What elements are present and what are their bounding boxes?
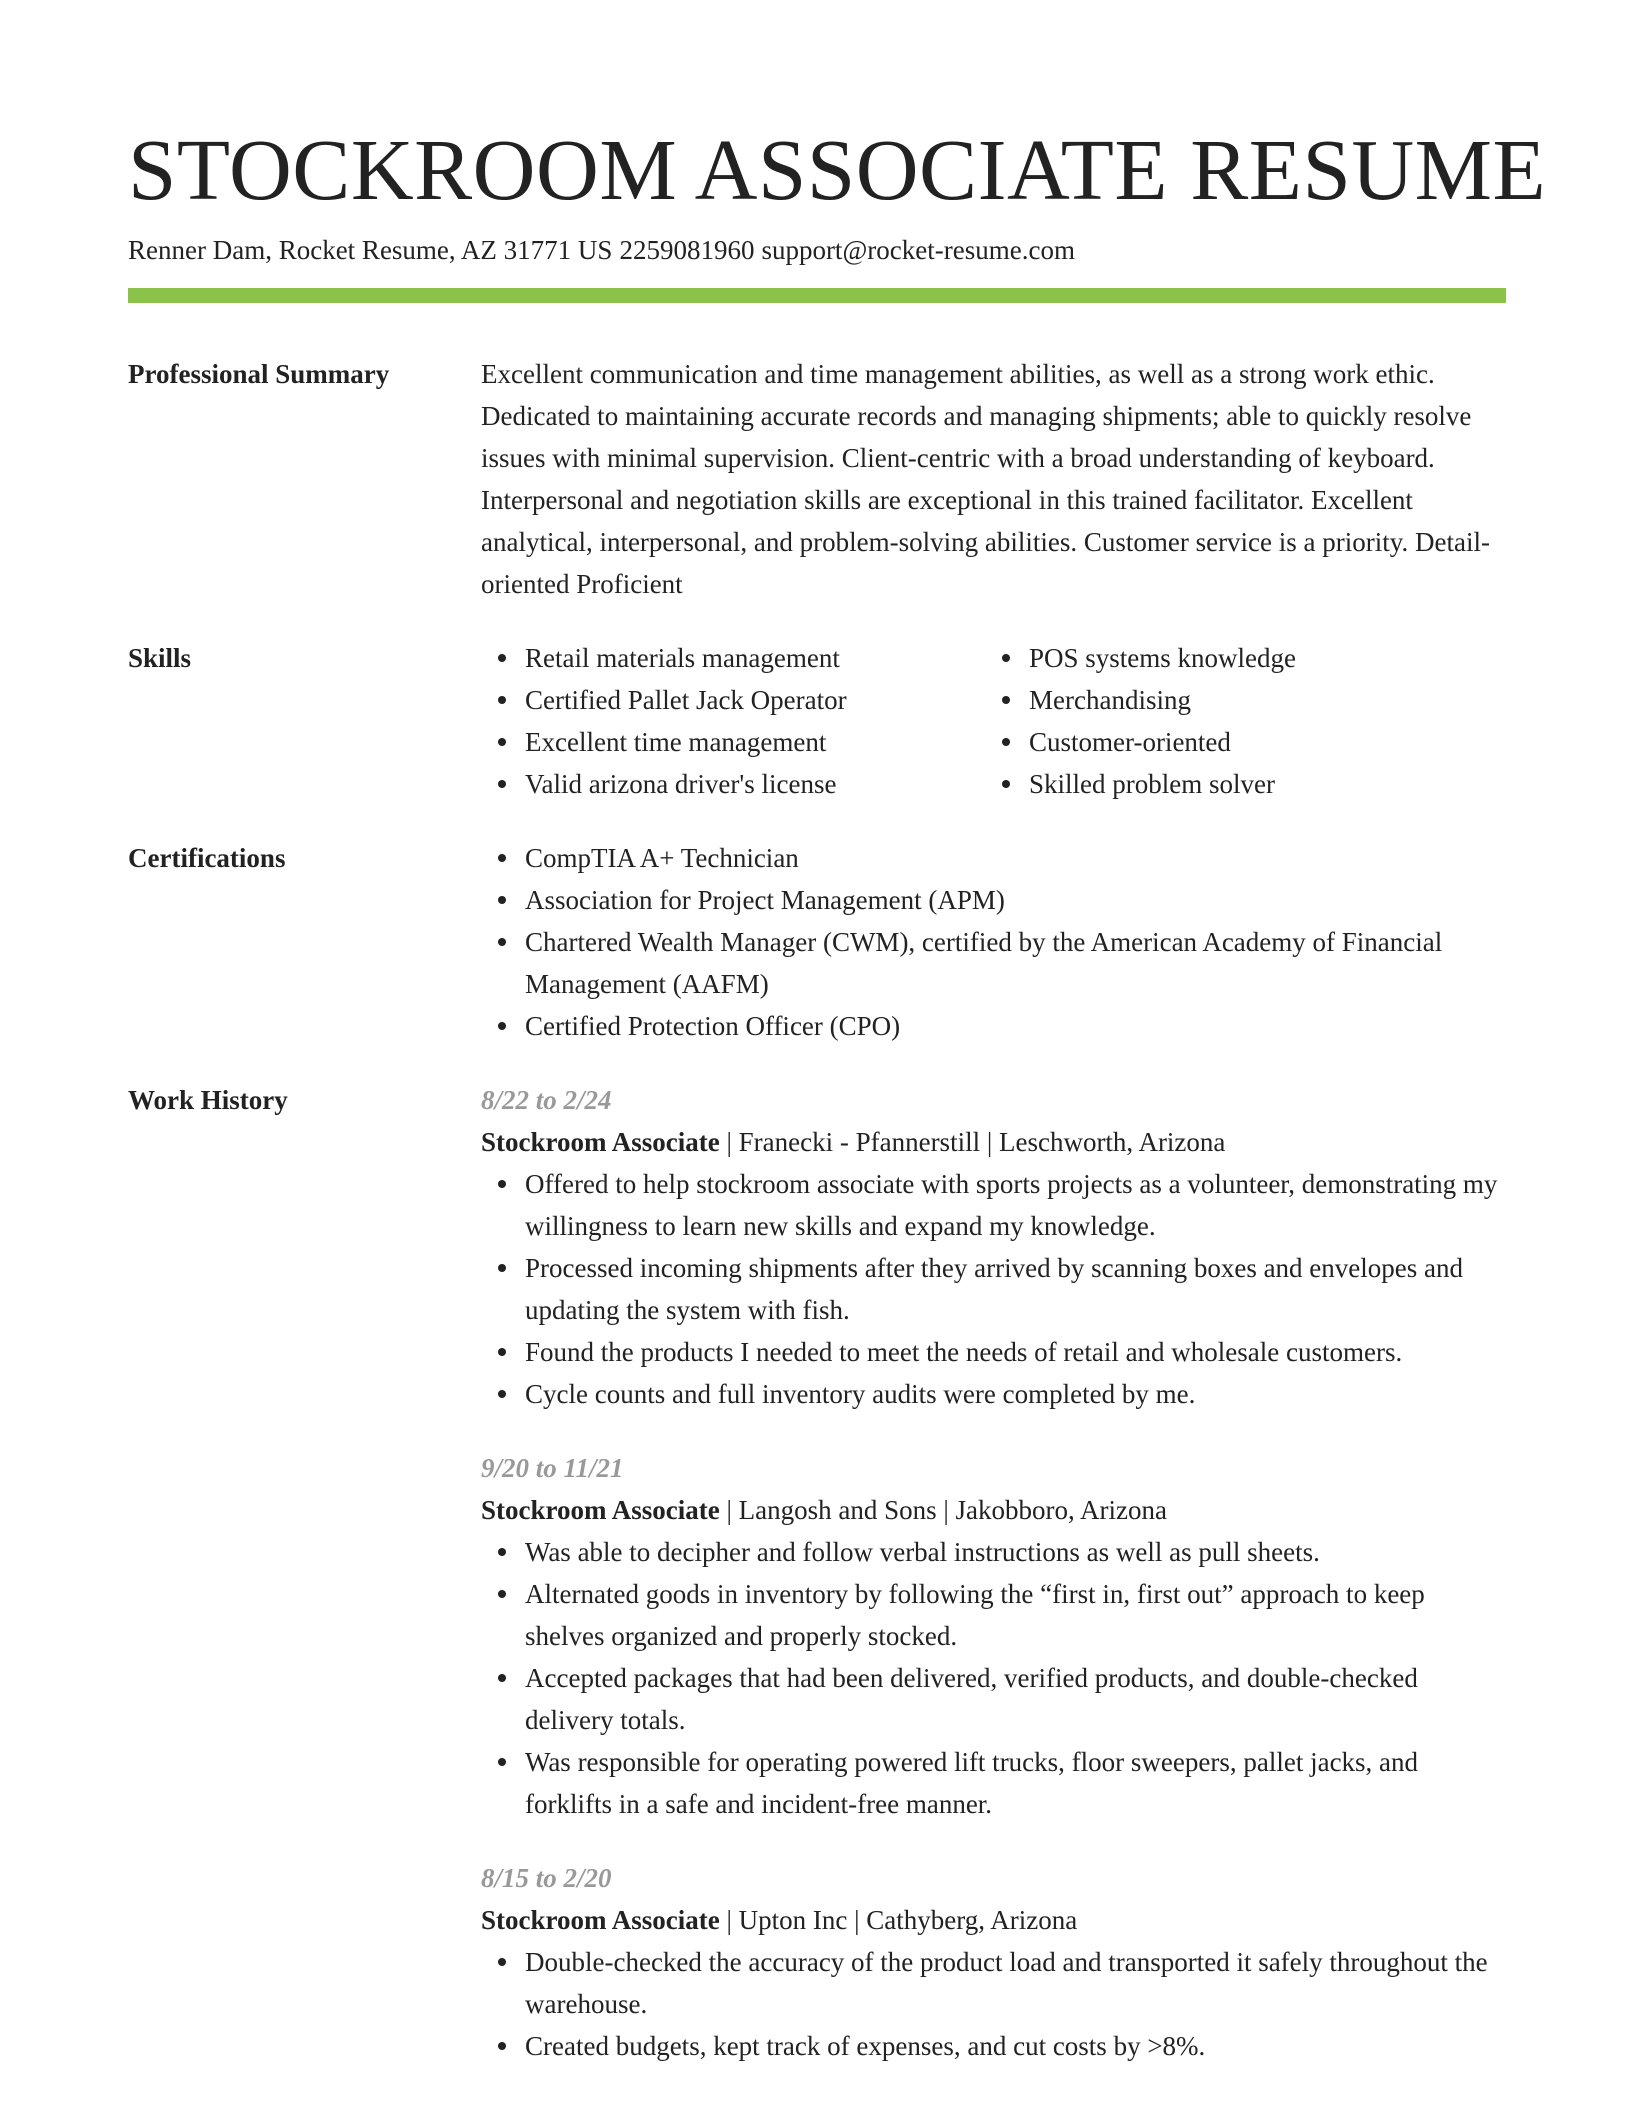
- certification-item: CompTIA A+ Technician: [525, 837, 1506, 879]
- certification-item: Certified Protection Officer (CPO): [525, 1005, 1506, 1047]
- certifications-body: [481, 837, 1506, 1047]
- resume-page: [128, 120, 1547, 2067]
- work-history-section: [128, 1079, 1506, 2067]
- job-entry: [481, 1447, 1506, 1825]
- resume-title: STOCKROOM ASSOCIATE RESUME: [128, 121, 1547, 218]
- job-dates: 8/22 to 2/24: [481, 1085, 612, 1115]
- skills-section: [128, 637, 1506, 805]
- skill-item: Retail materials management: [525, 637, 985, 679]
- job-dates: 8/15 to 2/20: [481, 1863, 612, 1893]
- work-history-body: [481, 1079, 1506, 2067]
- contact-email: support@rocket-resume.com: [761, 235, 1075, 265]
- skill-item: POS systems knowledge: [1029, 637, 1489, 679]
- job-entry: [481, 1079, 1506, 1415]
- contact-line: [128, 232, 1506, 268]
- skill-item: Merchandising: [1029, 679, 1489, 721]
- skills-grid: [481, 637, 1506, 805]
- job-bullet: Was responsible for operating powered lift trucks, floor sweepers, pallet jacks, and forklifts in a safe and incident-free manner.: [525, 1741, 1506, 1825]
- job-details: | Upton Inc | Cathyberg, Arizona: [719, 1905, 1078, 1935]
- skills-list-right: [985, 637, 1489, 805]
- accent-divider: [128, 288, 1506, 303]
- job-bullets: [481, 1941, 1506, 2067]
- job-details: | Langosh and Sons | Jakobboro, Arizona: [719, 1495, 1167, 1525]
- job-title: Stockroom Associate: [481, 1495, 720, 1525]
- job-bullet: Alternated goods in inventory by following the “first in, first out” approach to keep shelves organized and properly stocked.: [525, 1573, 1506, 1657]
- job-bullets: [481, 1163, 1506, 1415]
- job-bullet: Processed incoming shipments after they arrived by scanning boxes and envelopes and updating the system with fish.: [525, 1247, 1506, 1331]
- job-bullet: Cycle counts and full inventory audits were completed by me.: [525, 1373, 1506, 1415]
- summary-heading: Professional Summary: [128, 359, 390, 389]
- job-dates: 9/20 to 11/21: [481, 1453, 624, 1483]
- job-bullets: [481, 1531, 1506, 1825]
- contact-phone: 2259081960: [619, 235, 755, 265]
- skills-heading: Skills: [128, 643, 192, 673]
- skill-item: Customer-oriented: [1029, 721, 1489, 763]
- job-bullet: Double-checked the accuracy of the product load and transported it safely throughout the warehouse.: [525, 1941, 1506, 2025]
- contact-address: Renner Dam, Rocket Resume, AZ 31771 US: [128, 235, 613, 265]
- job-details: | Franecki - Pfannerstill | Leschworth, Arizona: [719, 1127, 1226, 1157]
- summary-section: [128, 353, 1506, 605]
- skill-item: Certified Pallet Jack Operator: [525, 679, 985, 721]
- certifications-list: [481, 837, 1506, 1047]
- work-history-heading: Work History: [128, 1085, 288, 1115]
- job-title: Stockroom Associate: [481, 1127, 720, 1157]
- job-bullet: Accepted packages that had been delivered, verified products, and double-checked delivery totals.: [525, 1657, 1506, 1741]
- certification-item: Association for Project Management (APM): [525, 879, 1506, 921]
- certifications-heading: Certifications: [128, 843, 286, 873]
- job-entry: [481, 1857, 1506, 2067]
- certifications-section: [128, 837, 1506, 1047]
- job-bullet: Found the products I needed to meet the needs of retail and wholesale customers.: [525, 1331, 1506, 1373]
- skill-item: Excellent time management: [525, 721, 985, 763]
- job-line: [481, 1899, 1506, 1941]
- job-bullet: Offered to help stockroom associate with sports projects as a volunteer, demonstrating my willingness to learn new skills and expand my knowledge.: [525, 1163, 1506, 1247]
- certification-item: Chartered Wealth Manager (CWM), certified by the American Academy of Financial Management (AAFM): [525, 921, 1506, 1005]
- skill-item: Skilled problem solver: [1029, 763, 1489, 805]
- job-line: [481, 1121, 1506, 1163]
- job-bullet: Was able to decipher and follow verbal instructions as well as pull sheets.: [525, 1531, 1506, 1573]
- job-title: Stockroom Associate: [481, 1905, 720, 1935]
- job-bullet: Created budgets, kept track of expenses, and cut costs by >8%.: [525, 2025, 1506, 2067]
- job-line: [481, 1489, 1506, 1531]
- skill-item: Valid arizona driver's license: [525, 763, 985, 805]
- summary-text: Excellent communication and time management abilities, as well as a strong work ethic. Dedicated to maintaining accurate records and managing shipments; able to quickly resolve issues with minimal supervision. Client-centric with a broad understanding of keyboard. Interpersonal and negotiation skills are exceptional in this trained facilitator. Excellent analytical, interpersonal, and problem-solving abilities. Customer service is a priority. Detail-oriented Proficient: [481, 359, 1490, 599]
- skills-list-left: [481, 637, 985, 805]
